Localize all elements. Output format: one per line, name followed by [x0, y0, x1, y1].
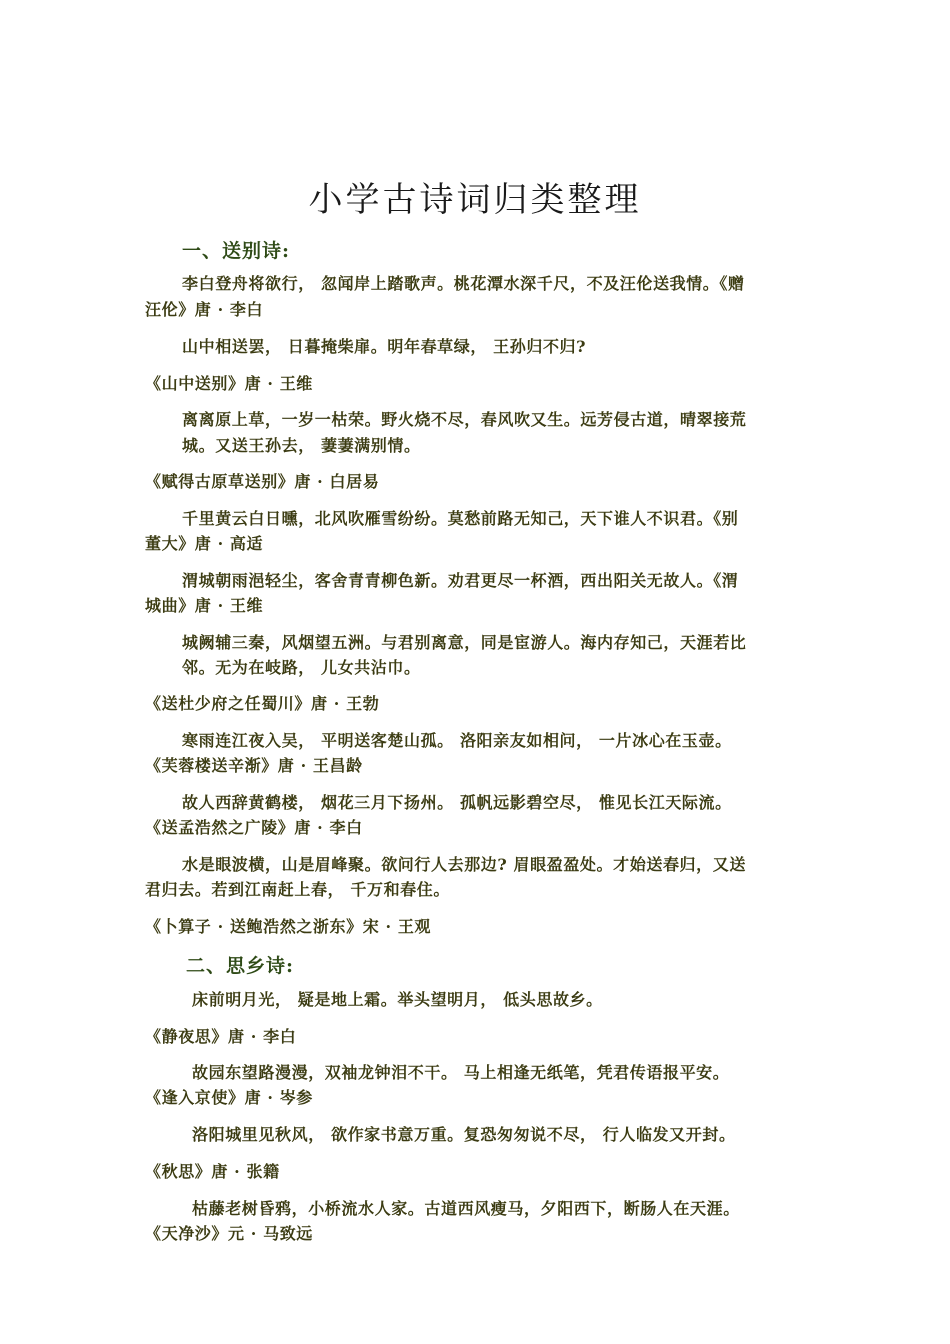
poem-line: 千里黄云白日曛，北风吹雁雪纷纷。莫愁前路无知己，天下谁人不识君。《别 [182, 509, 739, 528]
poem-source: 《送杜少府之任蜀川》唐 · 王勃 [145, 694, 380, 713]
poem-line: 城阙辅三秦，风烟望五洲。与君别离意，同是宦游人。海内存知己，天涯若比 [182, 633, 747, 652]
poem-source: 《芙蓉楼送辛渐》唐 · 王昌龄 [145, 756, 363, 775]
section-heading-homesick: 二、思乡诗: [186, 955, 295, 977]
poem-line: 君归去。若到江南赶上春， 千万和春住。 [145, 880, 450, 899]
poem-line: 故人西辞黄鹤楼， 烟花三月下扬州。 孤帆远影碧空尽， 惟见长江天际流。 [182, 793, 732, 812]
poem-line: 李白登舟将欲行， 忽闻岸上踏歌声。桃花潭水深千尺，不及汪伦送我情。《赠 [182, 274, 745, 293]
poem-line: 城。又送王孙去， 萋萋满别情。 [182, 436, 421, 455]
poem-source: 《逢入京使》唐 · 岑参 [145, 1088, 313, 1107]
page-title: 小学古诗词归类整理 [308, 180, 642, 220]
poem-line: 寒雨连江夜入吴， 平明送客楚山孤。 洛阳亲友如相问， 一片冰心在玉壶。 [182, 731, 732, 750]
poem-source: 汪伦》唐 · 李白 [145, 300, 264, 319]
section-heading-farewell: 一、送别诗: [182, 240, 291, 262]
poem-source: 《山中送别》唐 · 王维 [145, 374, 313, 393]
poem-line: 渭城朝雨浥轻尘，客舍青青柳色新。劝君更尽一杯酒，西出阳关无故人。《渭 [182, 571, 739, 590]
poem-source: 《天净沙》元 · 马致远 [145, 1224, 313, 1243]
poem-source: 董大》唐 · 高适 [145, 534, 264, 553]
poem-source: 《秋思》唐 · 张籍 [145, 1162, 280, 1181]
poem-line: 水是眼波横，山是眉峰聚。欲问行人去那边? 眉眼盈盈处。才始送春归，又送 [182, 855, 746, 874]
poem-source: 《静夜思》唐 · 李白 [145, 1027, 297, 1046]
poem-line: 故园东望路漫漫，双袖龙钟泪不干。 马上相逢无纸笔，凭君传语报平安。 [192, 1063, 730, 1082]
poem-line: 山中相送罢， 日暮掩柴扉。明年春草绿， 王孙归不归? [182, 337, 587, 356]
poem-source: 《赋得古原草送别》唐 · 白居易 [145, 472, 380, 491]
poem-source: 《送孟浩然之广陵》唐 · 李白 [145, 818, 363, 837]
poem-line: 床前明月光， 疑是地上霜。举头望明月， 低头思故乡。 [192, 990, 603, 1009]
poem-line: 枯藤老树昏鸦，小桥流水人家。古道西风瘦马，夕阳西下，断肠人在天涯。 [192, 1199, 740, 1218]
poem-source: 城曲》唐 · 王维 [145, 596, 264, 615]
poem-line: 洛阳城里见秋风， 欲作家书意万重。复恐匆匆说不尽， 行人临发又开封。 [192, 1125, 736, 1144]
poem-line: 离离原上草，一岁一枯荣。野火烧不尽，春风吹又生。远芳侵古道，晴翠接荒 [182, 410, 747, 429]
poem-source: 《卜算子 · 送鲍浩然之浙东》宋 · 王观 [145, 917, 432, 936]
poem-line: 邻。无为在岐路， 儿女共沾巾。 [182, 658, 421, 677]
